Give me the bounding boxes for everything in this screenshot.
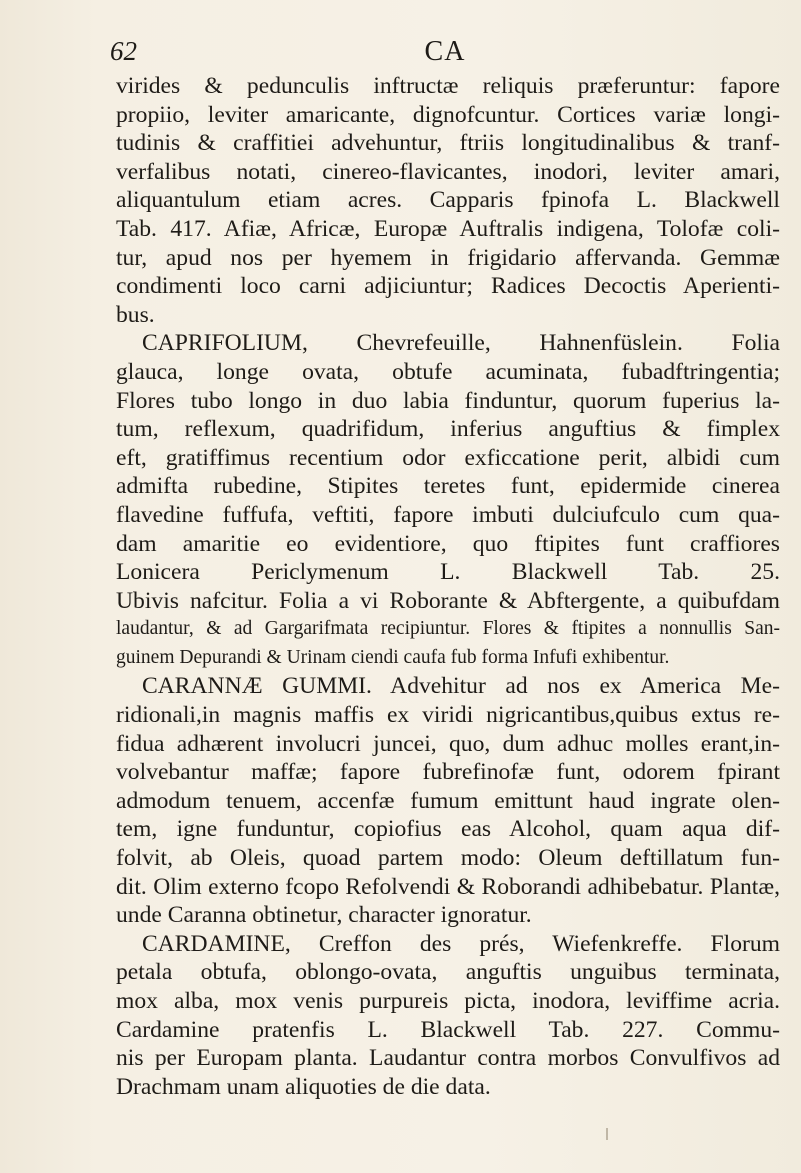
paper-fleck (606, 1128, 608, 1140)
text-line: Tab. 417. Afiæ, Africæ, Europæ Auftralis indigena, Tolofæ coli- (116, 215, 780, 242)
text-line: eft, gratiffimus recentium odor exficcatione perit, albidi cum (116, 444, 780, 471)
text-line: tur, apud nos per hyemem in frigidario affervanda. Gemmæ (116, 244, 780, 271)
text-line: virides & pedunculis inftructæ reliquis præferuntur: fapore (116, 73, 780, 99)
text-line: Flores tubo longo in duo labia finduntur, quorum fuperius la- (116, 387, 780, 414)
text-line: folvit, ab Oleis, quoad partem modo: Oleum deftillatum fun- (116, 845, 780, 872)
page-number: 62 (110, 36, 137, 66)
text-line: propiio, leviter amaricante, dignofcuntur. Cortices variæ longi- (116, 101, 780, 128)
text-line: unde Caranna obtinetur, character ignoratur. (116, 902, 532, 929)
text-line: guinem Depurandi & Urinam ciendi caufa fub forma Infufi exhibentur. (116, 646, 670, 668)
text-line: fidua adhærent involucri juncei, quo, dum adhuc molles erant,in- (116, 730, 780, 757)
text-line: Lonicera Periclymenum L. Blackwell Tab. 25. (116, 559, 780, 586)
body-text (116, 72, 780, 1101)
text-line: ridionali,in magnis maffis ex viridi nigricantibus,quibus extus re- (116, 702, 780, 729)
text-line: verfalibus notati, cinereo-flavicantes, inodori, leviter amari, (116, 158, 780, 185)
text-line: Cardamine pratenfis L. Blackwell Tab. 227. Commu- (116, 1016, 780, 1043)
text-line: condimenti loco carni adjiciuntur; Radices Decoctis Aperienti- (116, 273, 780, 300)
text-line: glauca, longe ovata, obtufe acuminata, fubadftringentia; (116, 358, 780, 385)
text-line: Ubivis nafcitur. Folia a vi Roborante & Abftergente, a quibufdam (116, 587, 780, 614)
text-line: flavedine fuffufa, veftiti, fapore imbuti dulciufculo cum qua- (116, 501, 780, 528)
text-line: tudinis & craffitiei advehuntur, ftriis longitudinalibus & tranf- (116, 130, 780, 157)
text-line: tem, igne funduntur, copiofius eas Alcohol, quam aqua dif- (116, 816, 780, 843)
text-line: admodum tenuem, accenfæ fumum emittunt haud ingrate olen- (116, 787, 780, 814)
text-line: aliquantulum etiam acres. Capparis fpinofa L. Blackwell (116, 187, 780, 214)
text-line: CARDAMINE, Creffon des prés, Wiefenkreffe. Florum (142, 930, 780, 957)
text-line: admifta rubedine, Stipites teretes funt, epidermide cinerea (116, 473, 780, 500)
text-line: CARANNÆ GUMMI. Advehitur ad nos ex America Me- (142, 673, 780, 700)
text-line: dit. Olim externo fcopo Refolvendi & Roborandi adhibebatur. Plantæ, (116, 873, 780, 900)
text-line: nis per Europam planta. Laudantur contra morbos Convulfivos ad (116, 1045, 780, 1072)
text-line: volvebantur maffæ; fapore fubrefinofæ funt, odorem fpirant (116, 759, 780, 786)
text-line: tum, reflexum, quadrifidum, inferius anguftius & fimplex (116, 416, 780, 443)
text-line: CAPRIFOLIUM, Chevrefeuille, Hahnenfüslein. Folia (142, 330, 780, 357)
text-line: Drachmam unam aliquoties de die data. (116, 1073, 491, 1100)
text-line: bus. (116, 301, 155, 328)
text-line: petala obtufa, oblongo-ovata, anguftis unguibus terminata, (116, 959, 780, 986)
page-header (110, 36, 780, 76)
text-line: laudantur, & ad Gargarifmata recipiuntur. Flores & ftipites a nonnullis San- (116, 618, 780, 640)
text-line: dam amaritie eo evidentiore, quo ftipites funt craffiores (116, 530, 780, 557)
running-head: CA (424, 36, 466, 67)
text-line: mox alba, mox venis purpureis picta, inodora, leviffime acria. (116, 988, 780, 1014)
